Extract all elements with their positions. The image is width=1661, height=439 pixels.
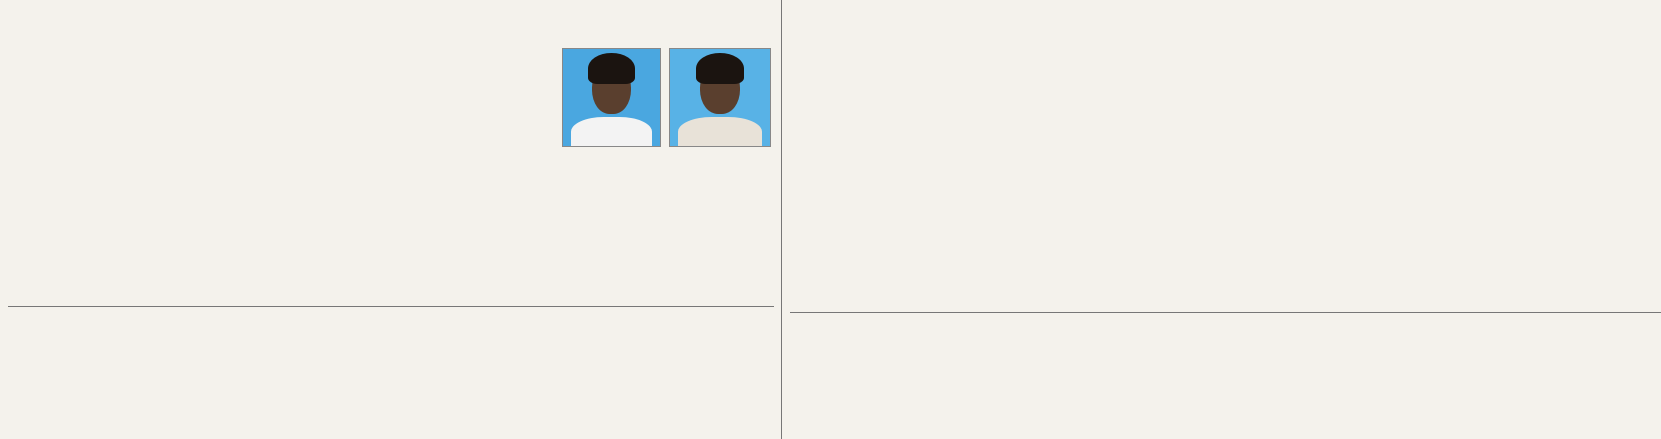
left-article-col1	[8, 92, 382, 300]
right-bottom-rule	[790, 312, 1661, 313]
left-bottom-rule	[8, 306, 774, 307]
vertical-divider	[781, 0, 782, 439]
right-article	[1190, 0, 1652, 310]
student-photo-sujan	[669, 48, 771, 147]
left-article-col3	[393, 185, 773, 305]
bottom-right-text	[838, 383, 898, 439]
middle-article	[792, 0, 1174, 310]
student-photo-pranam	[562, 48, 661, 147]
